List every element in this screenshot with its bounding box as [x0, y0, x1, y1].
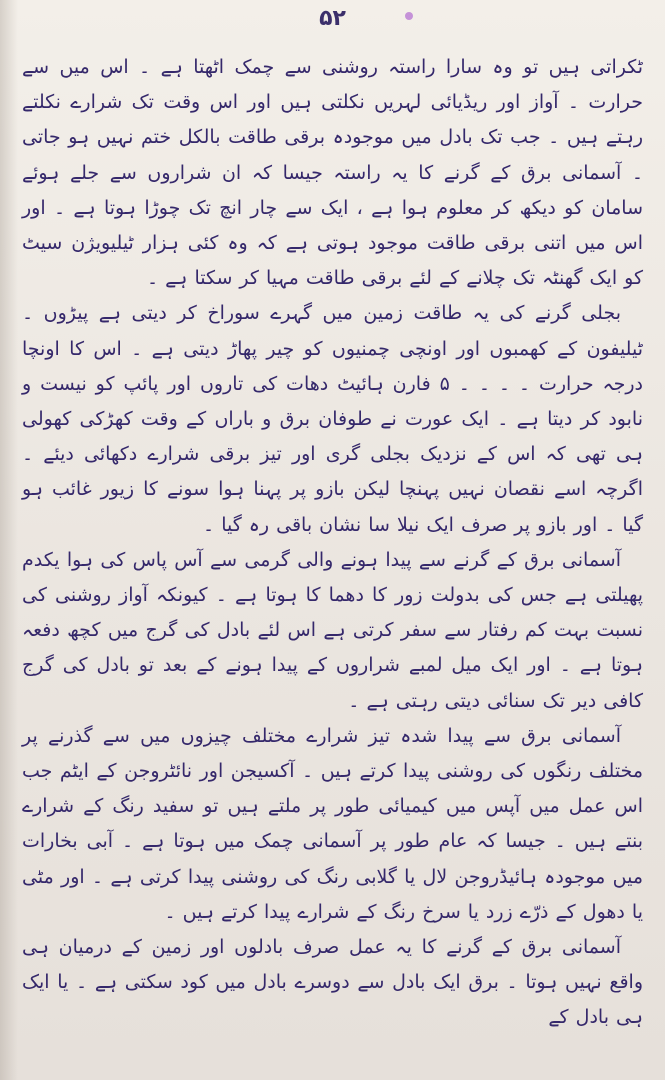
- ink-mark: [405, 12, 413, 20]
- paragraph-3: آسمانی برق کے گرنے سے پیدا ہونے والی گرمی سے آس پاس کی ہوا یکدم پھیلتی ہے جس کی بدولت زور کا دھما کا ہوتا ہے ۔ کیونکہ آواز روشنی کی نسبت بہت کم رفتار سے سفر کرتی ہے اس لئے بادل کی گرج میں کچھ دفعہ ہوتا ہے ۔ اور ایک میل لمبے شراروں کے پیدا ہونے کے بعد تو بادل کی گرج کافی دیر تک سنائی دیتی رہتی ہے ۔: [22, 548, 643, 712]
- page-number: ۵۲: [319, 6, 346, 31]
- paragraph-1: ٹکراتی ہیں تو وہ سارا راستہ روشنی سے چمک اٹھتا ہے ۔ اس میں سے حرارت ۔ آواز اور ریڈیائی لہریں نکلتی ہیں اور اس وقت تک شرارے نکلتے رہتے ہیں ۔ جب تک بادل میں موجودہ برقی طاقت بالکل ختم نہیں ہو جاتی ۔ آسمانی برق کے گرنے کا یہ راستہ جیسا کہ ان شراروں سے جلے ہوئے سامان کو دیکھ کر معلوم ہوا ہے ، ایک سے چار انچ تک چوڑا ہوتا ہے ۔ اور اس میں اتنی برقی طاقت موجود ہوتی ہے کہ وہ کئی ہزار ٹیلیویژن سیٹ کو ایک گھنٹہ تک چلانے کے لئے برقی طاقت مہیا کر سکتا ہے ۔: [22, 56, 643, 290]
- page-text: [22, 50, 643, 1070]
- paragraph-2: بجلی گرنے کی یہ طاقت زمین میں گہرے سوراخ کر دیتی ہے پیڑوں ۔ ٹیلیفون کے کھمبوں اور اونچی چمنیوں کو چیر پھاڑ دیتی ہے ۔ اس کا اونچا درجہ حرارت ۔ ۔ ۔ ۔ ۵ فارن ہائیٹ دھات کی تاروں اور پائپ کو نیست و نابود کر دیتا ہے ۔ ایک عورت نے طوفان برق و باراں کے وقت کھڑکی کھولی ہی تھی کہ اس کے نزدیک بجلی گری اور تیز برقی شرارے دکھائی دیئے ۔ اگرچہ اسے نقصان نہیں پہنچا لیکن بازو پر پہنا ہوا سونے کا زیور غائب ہو گیا ۔ اور بازو پر صرف ایک نیلا سا نشان باقی رہ گیا ۔: [22, 302, 644, 536]
- paragraph-4: آسمانی برق سے پیدا شدہ تیز شرارے مختلف چیزوں میں سے گذرنے پر مختلف رنگوں کی روشنی پیدا کرتے ہیں ۔ آکسیجن اور نائٹروجن کے ایٹم جب اس عمل میں آپس میں کیمیائی طور پر ملتے ہیں تو سفید رنگ کے شرارے بنتے ہیں ۔ جیسا کہ عام طور پر آسمانی چمک میں ہوتا ہے ۔ آبی بخارات میں موجودہ ہائیڈروجن لال یا گلابی رنگ کی روشنی پیدا کرتی ہے ۔ اور مٹی یا دھول کے ذرّے زرد یا سرخ رنگ کے شرارے پیدا کرتے ہیں ۔: [22, 724, 643, 923]
- paragraph-5: آسمانی برق کے گرنے کا یہ عمل صرف بادلوں اور زمین کے درمیان ہی واقع نہیں ہوتا ۔ برق ایک بادل سے دوسرے بادل میں کود سکتی ہے ۔ یا ایک ہی بادل کے: [22, 936, 643, 1029]
